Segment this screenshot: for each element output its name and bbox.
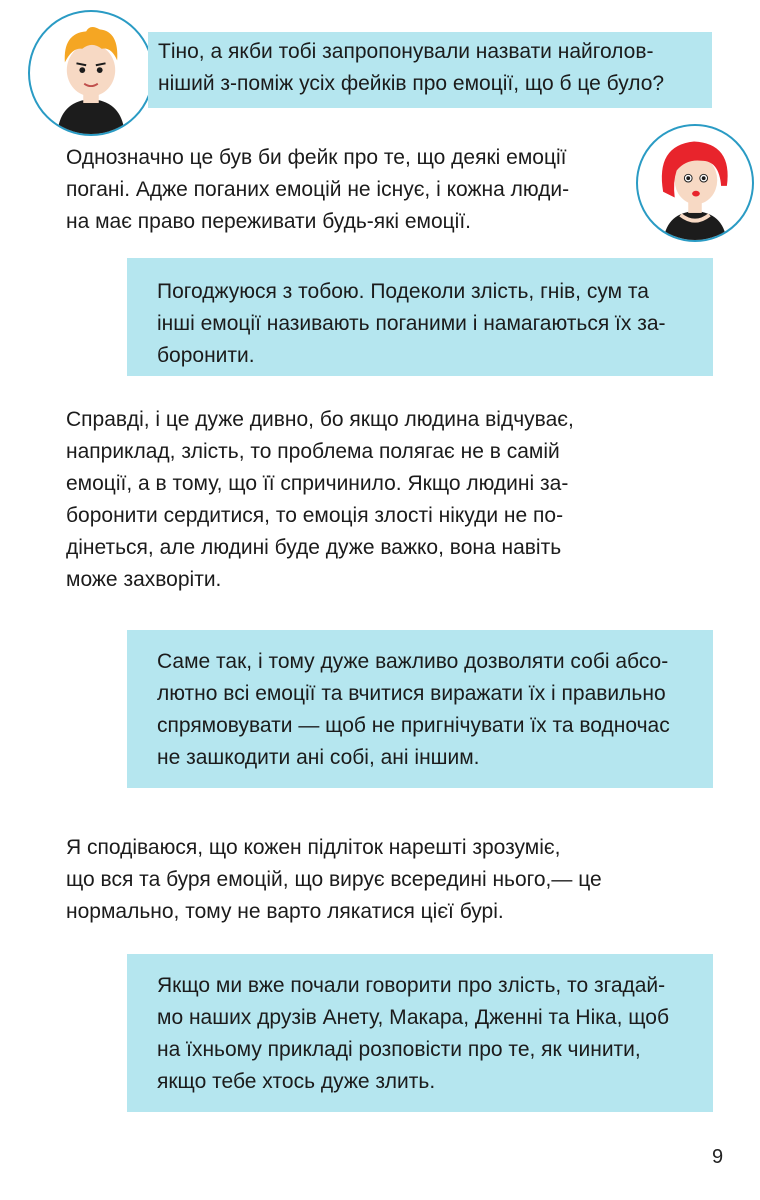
text-line: ніший з-поміж усіх фейків про емоції, що б це було? (158, 72, 665, 95)
text-line: дінеться, але людині буде дуже важко, вона навіть (66, 536, 562, 559)
question-bubble (148, 32, 712, 108)
girl-avatar-icon (636, 124, 754, 242)
text-line: Саме так, і тому дуже важливо дозволяти собі абсо- (157, 650, 669, 673)
hope-paragraph (66, 832, 626, 928)
text-line: боронити сердитися, то емоція злості нікуди не по- (66, 504, 564, 527)
text-line: лютно всі емоції та вчитися виражати їх і правильно (157, 682, 666, 705)
text-line: не зашкодити ані собі, ані іншим. (157, 746, 480, 769)
text-line: Справді, і це дуже дивно, бо якщо людина відчуває, (66, 408, 574, 431)
text-line: якщо тебе хтось дуже злить. (157, 1070, 436, 1093)
friends-bubble (127, 954, 713, 1112)
text-line: що вся та буря емоцій, що вирує всередині нього,— це (66, 868, 602, 891)
important-bubble (127, 630, 713, 788)
text-line: Тіно, а якби тобі запропонували назвати найголов- (158, 40, 654, 63)
text-line: погані. Адже поганих емоцій не існує, і кожна люди- (66, 178, 570, 201)
text-line: інші емоції називають поганими і намагаються їх за- (157, 312, 666, 335)
text-line: боронити. (157, 344, 255, 367)
text-line: може захворіти. (66, 568, 222, 591)
boy-avatar-icon (28, 10, 154, 136)
text-line: емоції, а в тому, що її спричинило. Якщо людині за- (66, 472, 569, 495)
text-line: на має право переживати будь-які емоції. (66, 210, 471, 233)
text-line: Якщо ми вже почали говорити про злість, то згадай- (157, 974, 666, 997)
text-line: мо наших друзів Анету, Макара, Дженні та Ніка, щоб (157, 1006, 670, 1029)
text-line: Однозначно це був би фейк про те, що деякі емоції (66, 146, 567, 169)
text-line: наприклад, злість, то проблема полягає не в самій (66, 440, 560, 463)
explain-paragraph (66, 404, 626, 596)
text-line: спрямовувати — щоб не пригнічувати їх та водночас (157, 714, 670, 737)
text-line: на їхньому прикладі розповісти про те, як чинити, (157, 1038, 641, 1061)
answer-paragraph (66, 142, 626, 238)
text-line: Я сподіваюся, що кожен підліток нарешті зрозуміє, (66, 836, 561, 859)
page-number: 9 (712, 1146, 724, 1168)
agree-bubble (127, 258, 713, 376)
text-line: Погоджуюся з тобою. Подеколи злість, гнів, сум та (157, 280, 649, 303)
text-line: нормально, тому не варто лякатися цієї бурі. (66, 900, 504, 923)
